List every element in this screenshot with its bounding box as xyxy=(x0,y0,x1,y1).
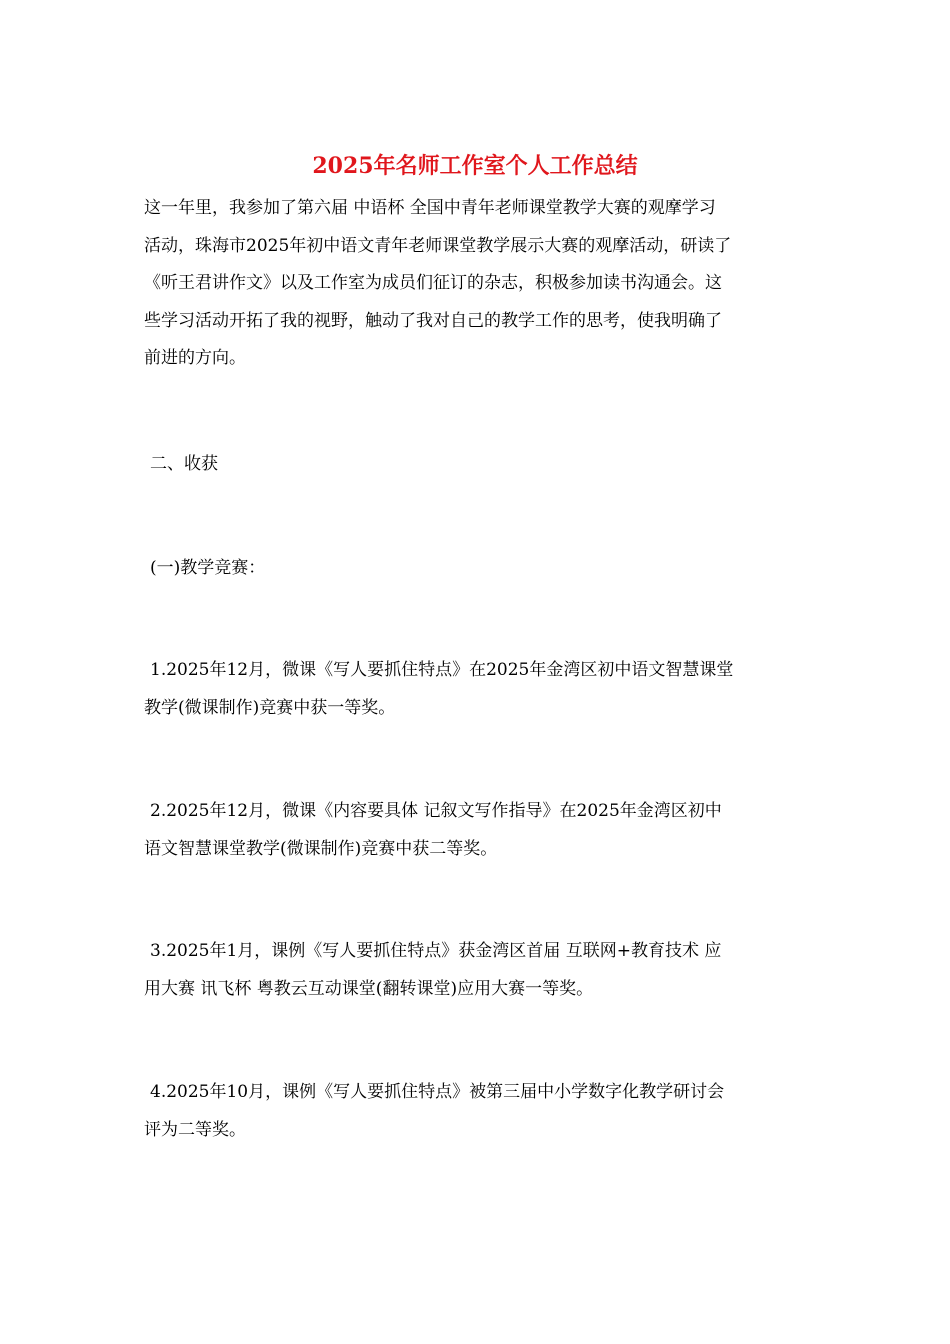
intro-line: 些学习活动开拓了我的视野，触动了我对自己的教学工作的思考，使我明确了 xyxy=(144,310,722,331)
subsection-heading: (一)教学竞赛： xyxy=(150,558,266,578)
document-title: 2025年名师工作室个人工作总结 xyxy=(312,153,638,179)
award-item-1 xyxy=(144,652,810,727)
award-item-4 xyxy=(144,1074,810,1149)
award-line: 评为二等奖。 xyxy=(144,1119,246,1140)
award-line: 教学(微课制作)竞赛中获一等奖。 xyxy=(144,697,396,718)
award-line: 2.2025年12月，微课《内容要具体 记叙文写作指导》在2025年金湾区初中 xyxy=(150,801,722,821)
intro-line: 活动，珠海市2025年初中语文青年老师课堂教学展示大赛的观摩活动，研读了 xyxy=(144,235,732,256)
intro-line: 这一年里，我参加了第六届 中语杯 全国中青年老师课堂教学大赛的观摩学习 xyxy=(144,198,716,218)
award-item-3 xyxy=(144,933,810,1008)
intro-line: 前进的方向。 xyxy=(144,348,246,368)
award-line: 语文智慧课堂教学(微课制作)竞赛中获二等奖。 xyxy=(144,838,498,859)
award-line: 3.2025年1月，课例《写人要抓住特点》获金湾区首届 互联网+教育技术 应 xyxy=(150,941,722,961)
award-line: 1.2025年12月，微课《写人要抓住特点》在2025年金湾区初中语文智慧课堂 xyxy=(150,660,734,680)
award-item-2 xyxy=(144,793,810,868)
award-line: 用大赛 讯飞杯 粤教云互动课堂(翻转课堂)应用大赛一等奖。 xyxy=(144,978,594,999)
intro-line: 《听王君讲作文》以及工作室为成员们征订的杂志，积极参加读书沟通会。这 xyxy=(144,273,722,293)
section-heading: 二、收获 xyxy=(150,454,218,474)
award-line: 4.2025年10月，课例《写人要抓住特点》被第三届中小学数字化教学研讨会 xyxy=(150,1082,725,1102)
intro-paragraph xyxy=(144,190,810,378)
